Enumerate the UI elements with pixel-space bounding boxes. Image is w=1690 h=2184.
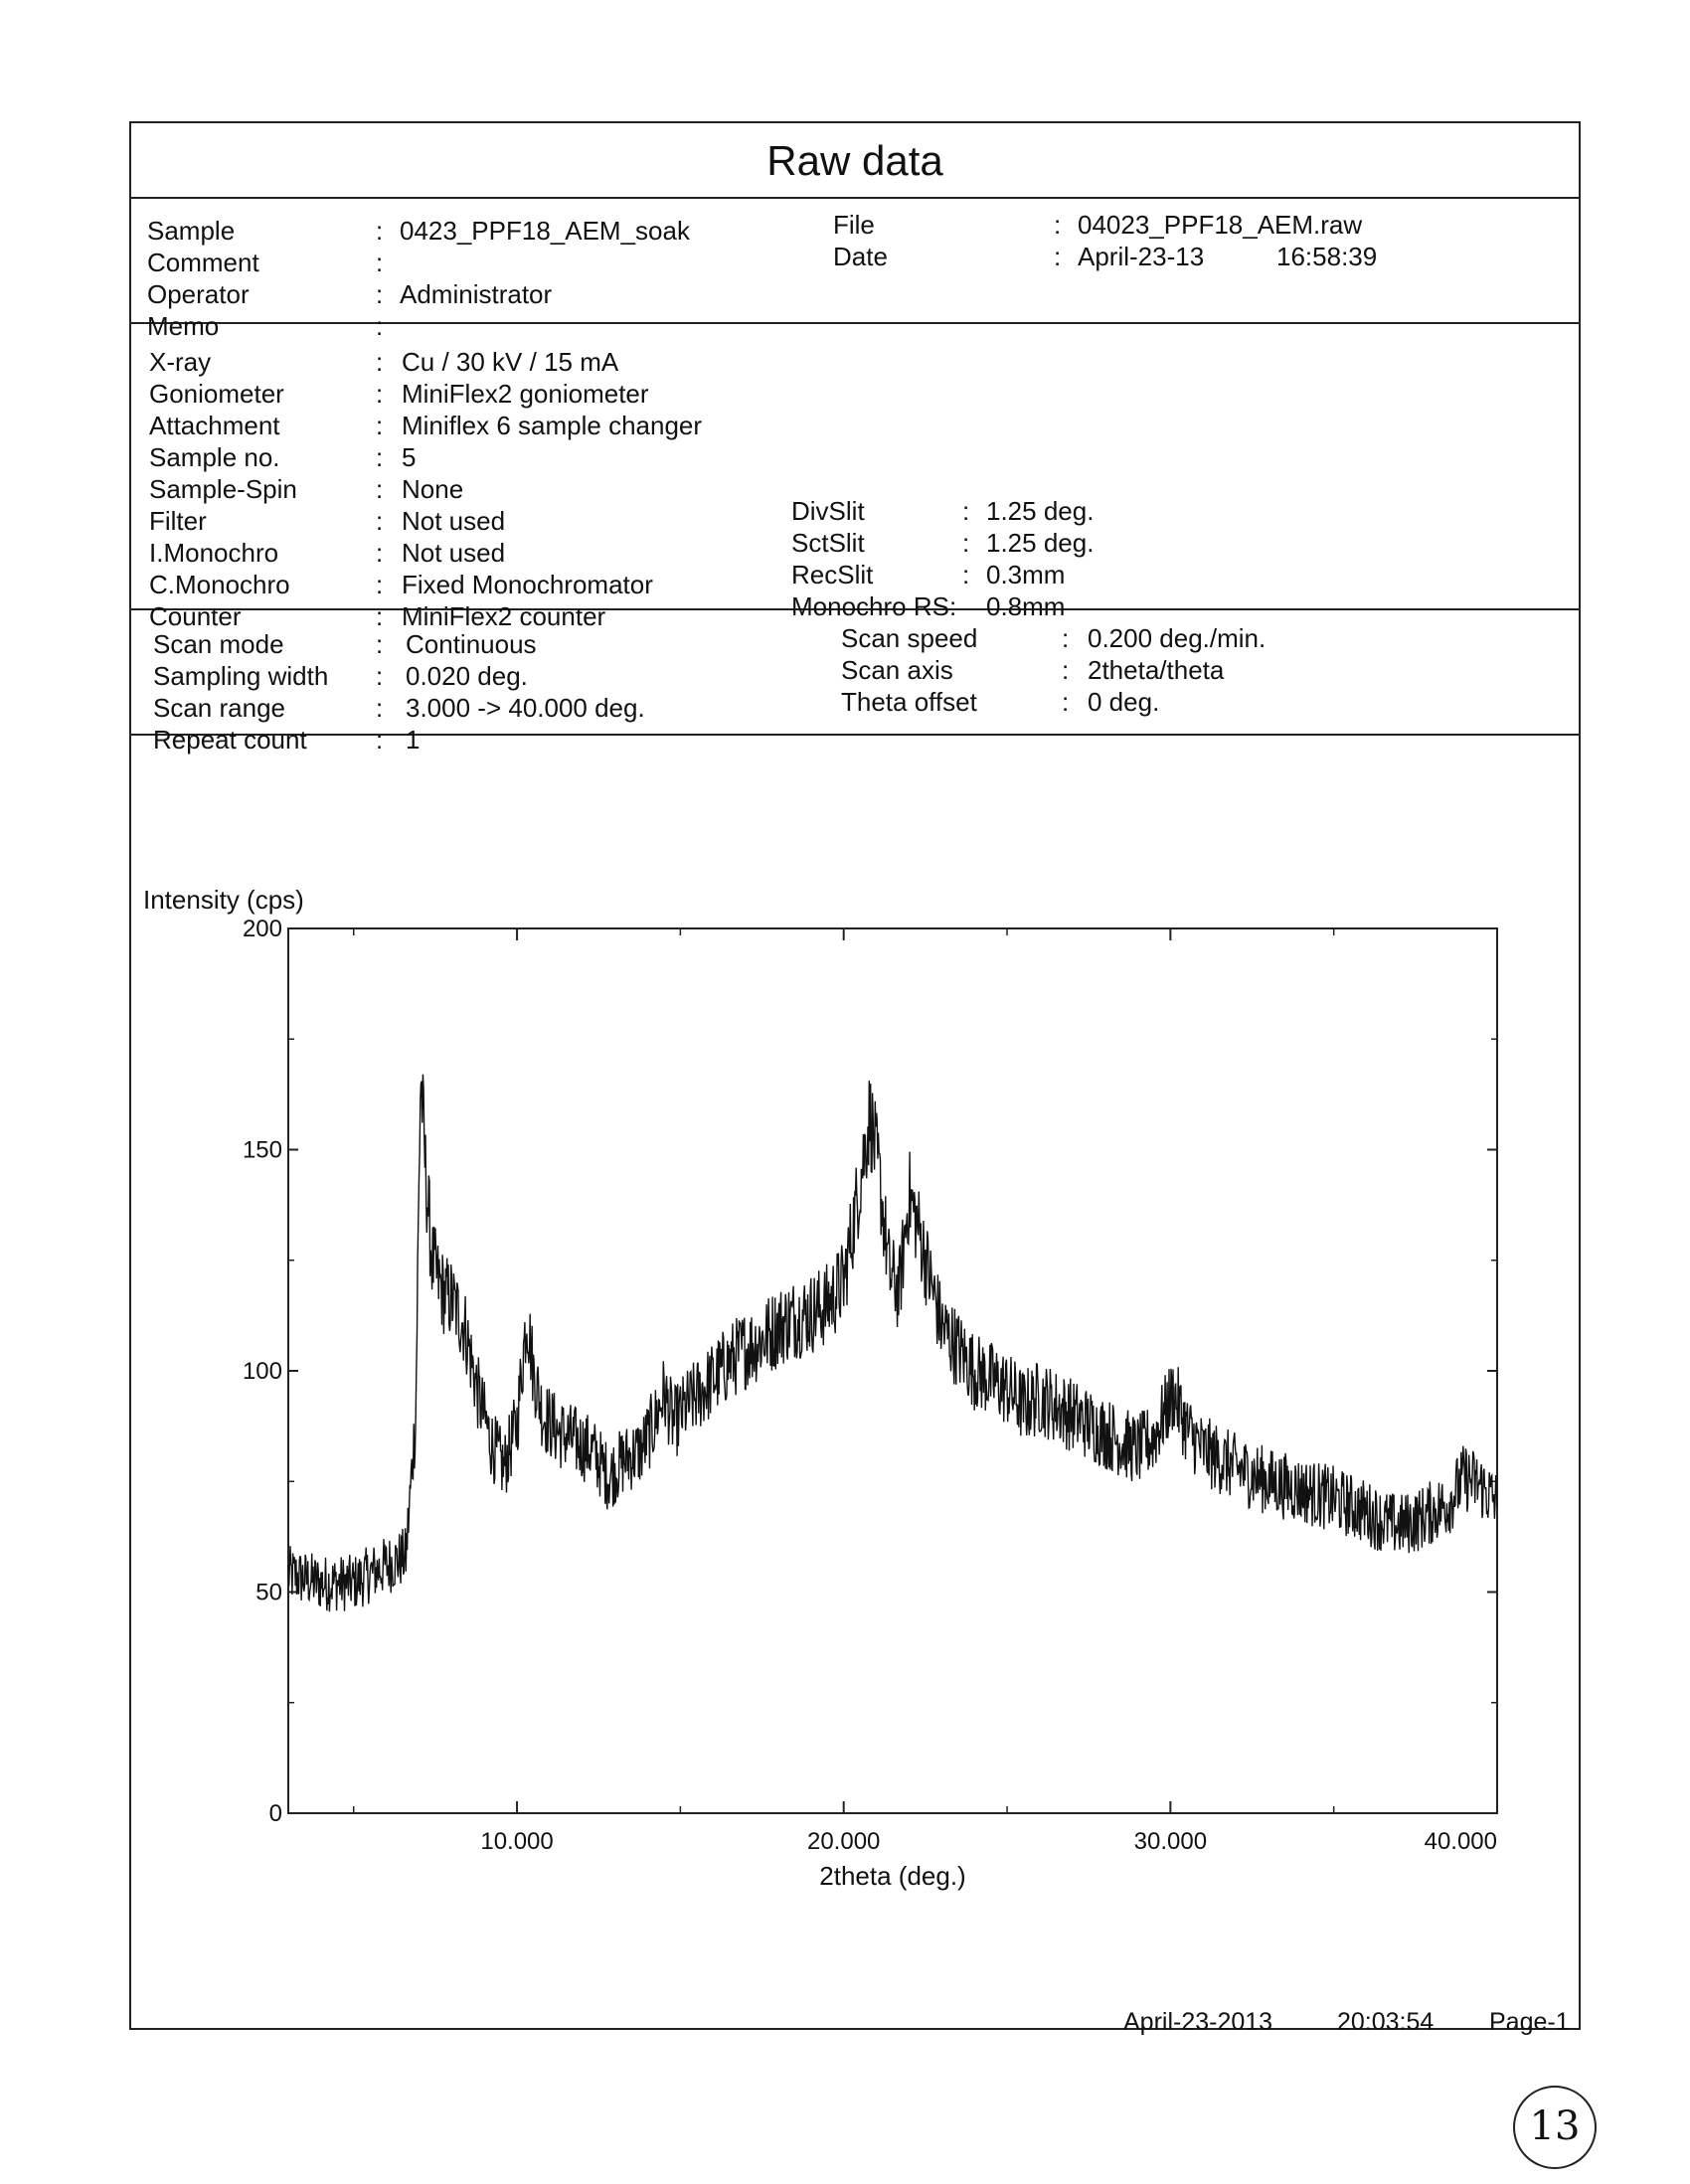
field-value: 0.3mm <box>986 560 1066 589</box>
field-separator: : <box>376 725 384 755</box>
field-separator: : <box>1062 655 1070 685</box>
field-label: DivSlit <box>791 496 865 526</box>
x-tick-label: 40.000 <box>1424 1828 1497 1855</box>
field-label: File <box>833 210 875 240</box>
field-label: Theta offset <box>841 687 977 717</box>
field-separator: : <box>376 379 384 409</box>
xrd-chart <box>131 740 1579 2027</box>
field-value: 2theta/theta <box>1088 655 1225 685</box>
field-label: Attachment <box>149 411 280 440</box>
field-value: Miniflex 6 sample changer <box>402 411 703 440</box>
field-separator: : <box>376 570 384 599</box>
field-value: Continuous <box>406 629 537 659</box>
x-tick-label: 10.000 <box>480 1828 554 1855</box>
field-value: Administrator <box>400 279 553 309</box>
field-label: Scan range <box>153 693 285 723</box>
field-separator: : <box>376 506 384 536</box>
field-value: MiniFlex2 counter <box>402 601 606 631</box>
field-value: 0.020 deg. <box>406 661 528 691</box>
field-separator: : <box>376 248 384 277</box>
field-separator: : <box>376 601 384 631</box>
field-separator: : <box>376 538 384 568</box>
field-separator: : <box>376 693 384 723</box>
report-title: Raw data <box>766 137 943 184</box>
field-separator: : <box>376 474 384 504</box>
divider <box>131 734 1579 736</box>
footer-time: 20:03:54 <box>1337 2008 1435 2036</box>
field-label: Date <box>833 242 888 271</box>
field-value: Not used <box>402 506 506 536</box>
field-separator: : <box>376 411 384 440</box>
field-label: Filter <box>149 506 207 536</box>
field-label: RecSlit <box>791 560 874 589</box>
field-separator: : <box>962 528 970 558</box>
field-value: 0423_PPF18_AEM_soak <box>400 216 690 246</box>
field-label: I.Monochro <box>149 538 279 568</box>
field-label: Sample <box>147 216 236 246</box>
field-label: SctSlit <box>791 528 865 558</box>
field-value: April-23-13 <box>1078 242 1205 271</box>
field-value: Cu / 30 kV / 15 mA <box>402 347 619 377</box>
plot-area <box>288 928 1497 1813</box>
field-label: X-ray <box>149 347 212 377</box>
field-label: C.Monochro <box>149 570 290 599</box>
series-line <box>288 1075 1497 1612</box>
field-separator: : <box>376 311 384 341</box>
field-separator: : <box>376 279 384 309</box>
field-label: Scan mode <box>153 629 284 659</box>
field-separator: : <box>376 629 384 659</box>
y-tick-label: 150 <box>242 1136 282 1164</box>
field-separator: : <box>962 560 970 589</box>
field-value: MiniFlex2 goniometer <box>402 379 649 409</box>
field-separator: : <box>376 661 384 691</box>
field-separator: : <box>1062 687 1070 717</box>
field-value: Fixed Monochromator <box>402 570 653 599</box>
field-label: Scan speed <box>841 623 978 653</box>
field-separator: : <box>962 496 970 526</box>
field-separator: : <box>1062 623 1070 653</box>
field-separator: : <box>1054 210 1062 240</box>
field-time: 16:58:39 <box>1276 242 1378 271</box>
footer-page: Page-1 <box>1489 2008 1570 2036</box>
field-value: 5 <box>402 442 417 472</box>
field-separator: : <box>1054 242 1062 271</box>
field-value: 3.000 -> 40.000 deg. <box>406 693 645 723</box>
field-label: Repeat count <box>153 725 307 755</box>
field-label: Monochro RS: <box>791 591 957 621</box>
field-label: Sample no. <box>149 442 280 472</box>
field-value: 04023_PPF18_AEM.raw <box>1078 210 1363 240</box>
divider <box>131 197 1579 199</box>
field-value: 0.8mm <box>986 591 1066 621</box>
footer-date: April-23-2013 <box>1123 2008 1273 2036</box>
field-value: 1.25 deg. <box>986 496 1095 526</box>
report-frame <box>129 121 1581 2030</box>
field-value: 0 deg. <box>1088 687 1160 717</box>
divider <box>131 322 1579 324</box>
field-label: Sampling width <box>153 661 329 691</box>
x-axis-label: 2theta (deg.) <box>819 1861 966 1891</box>
field-value: Not used <box>402 538 506 568</box>
field-label: Goniometer <box>149 379 284 409</box>
field-separator: : <box>376 442 384 472</box>
handwritten-page-number: 13 <box>1513 2086 1597 2169</box>
field-separator: : <box>376 216 384 246</box>
field-value: 0.200 deg./min. <box>1088 623 1267 653</box>
y-tick-label: 100 <box>242 1358 282 1385</box>
field-label: Comment <box>147 248 259 277</box>
field-label: Operator <box>147 279 250 309</box>
y-axis-label: Intensity (cps) <box>143 885 304 915</box>
field-label: Counter <box>149 601 242 631</box>
y-tick-label: 200 <box>242 916 282 942</box>
x-tick-label: 20.000 <box>806 1828 881 1855</box>
field-value: 1 <box>406 725 421 755</box>
y-tick-label: 50 <box>255 1579 282 1606</box>
field-value: None <box>402 474 464 504</box>
field-label: Sample-Spin <box>149 474 297 504</box>
field-separator: : <box>376 347 384 377</box>
field-label: Memo <box>147 311 220 341</box>
y-tick-label: 0 <box>268 1800 282 1827</box>
field-value: 1.25 deg. <box>986 528 1095 558</box>
field-label: Scan axis <box>841 655 953 685</box>
x-tick-label: 30.000 <box>1133 1828 1208 1855</box>
